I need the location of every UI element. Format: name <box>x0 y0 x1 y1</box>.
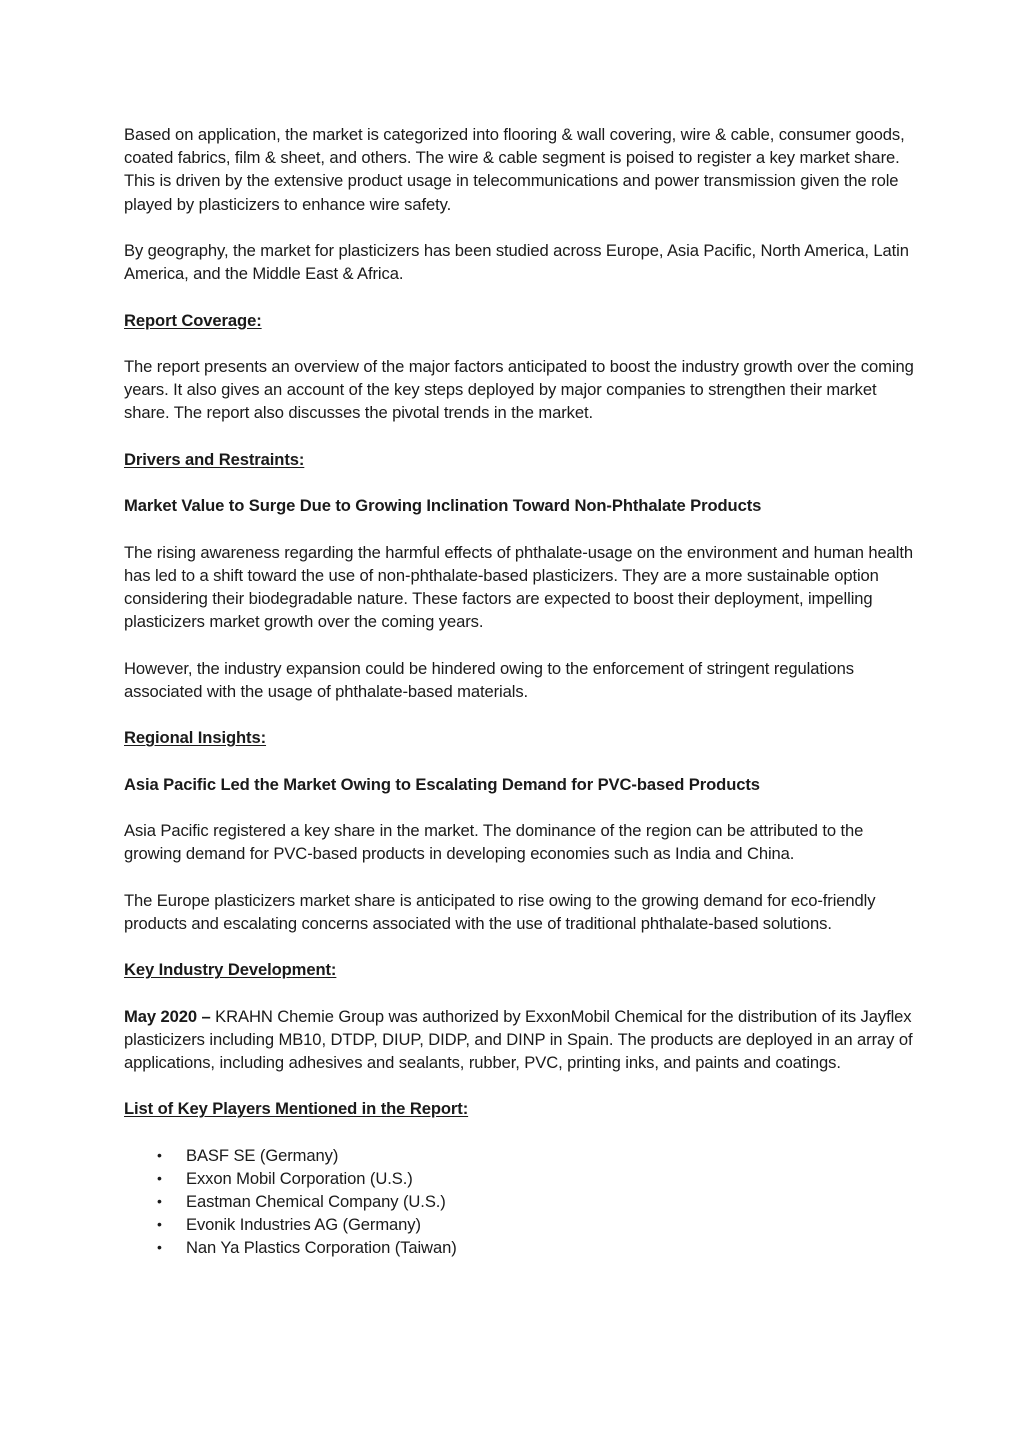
list-item <box>124 1167 914 1190</box>
player-name: Evonik Industries AG (Germany) <box>186 1215 421 1235</box>
player-name: Eastman Chemical Company (U.S.) <box>186 1192 446 1212</box>
regional-insights-heading: Regional Insights: <box>124 728 267 748</box>
drivers-paragraph-2: However, the industry expansion could be hindered owing to the enforcement of stringent regulations associated with the usage of phthalate-based materials. <box>124 658 854 701</box>
key-players-list <box>124 1144 914 1260</box>
document-page <box>124 123 914 1260</box>
bullet-icon: • <box>157 1169 162 1186</box>
report-coverage-paragraph: The report presents an overview of the major factors anticipated to boost the industry growth over the coming years. It also gives an account of the key steps deployed by major companies to strengthen their market share. The report also discusses the pivotal trends in the market. <box>124 356 914 423</box>
player-name: BASF SE (Germany) <box>186 1145 339 1165</box>
drivers-restraints-heading: Drivers and Restraints: <box>124 449 305 469</box>
key-development-paragraph <box>124 1005 914 1075</box>
development-body: KRAHN Chemie Group was authorized by ExxonMobil Chemical for the distribution of its Jayflex plasticizers including MB10, DTDP, DIUP, DIDP, and DINP in Spain. The products are deployed in an array of applications, including adhesives and sealants, rubber, PVC, printing inks, and paints and coatings. <box>124 1006 913 1072</box>
drivers-subheading: Market Value to Surge Due to Growing Inclination Toward Non-Phthalate Products <box>124 496 762 516</box>
key-players-heading: List of Key Players Mentioned in the Report: <box>124 1099 469 1119</box>
application-paragraph: Based on application, the market is categorized into flooring & wall covering, wire & cable, consumer goods, coated fabrics, film & sheet, and others. The wire & cable segment is poised to register a key market share. This is driven by the extensive product usage in telecommunications and power transmission given the role played by plasticizers to enhance wire safety. <box>124 125 905 214</box>
regional-paragraph-2: The Europe plasticizers market share is anticipated to rise owing to the growing demand for eco-friendly products and escalating concerns associated with the use of traditional phthalate-based solutions. <box>124 890 876 933</box>
regional-subheading: Asia Pacific Led the Market Owing to Escalating Demand for PVC-based Products <box>124 774 760 794</box>
key-development-heading: Key Industry Development: <box>124 960 337 980</box>
development-date: May 2020 – <box>124 1006 211 1026</box>
list-item <box>124 1190 914 1213</box>
bullet-icon: • <box>157 1216 162 1233</box>
list-item <box>124 1213 914 1236</box>
player-name: Nan Ya Plastics Corporation (Taiwan) <box>186 1238 457 1258</box>
drivers-paragraph-1: The rising awareness regarding the harmful effects of phthalate-usage on the environment and human health has led to a shift toward the use of non-phthalate-based plasticizers. They are a more sustainable option considering their biodegradable nature. These factors are expected to boost their deployment, impelling plasticizers market growth over the coming years. <box>124 542 913 632</box>
bullet-icon: • <box>157 1239 162 1256</box>
report-coverage-heading: Report Coverage: <box>124 310 262 330</box>
regional-paragraph-1: Asia Pacific registered a key share in the market. The dominance of the region can be attributed to the growing demand for PVC-based products in developing economies such as India and China. <box>124 820 864 864</box>
bullet-icon: • <box>157 1193 162 1210</box>
list-item <box>124 1144 914 1167</box>
geography-paragraph: By geography, the market for plasticizers has been studied across Europe, Asia Pacific, North America, Latin America, and the Middle East & Africa. <box>124 241 909 284</box>
player-name: Exxon Mobil Corporation (U.S.) <box>186 1168 413 1188</box>
list-item <box>124 1236 914 1259</box>
bullet-icon: • <box>157 1146 162 1163</box>
